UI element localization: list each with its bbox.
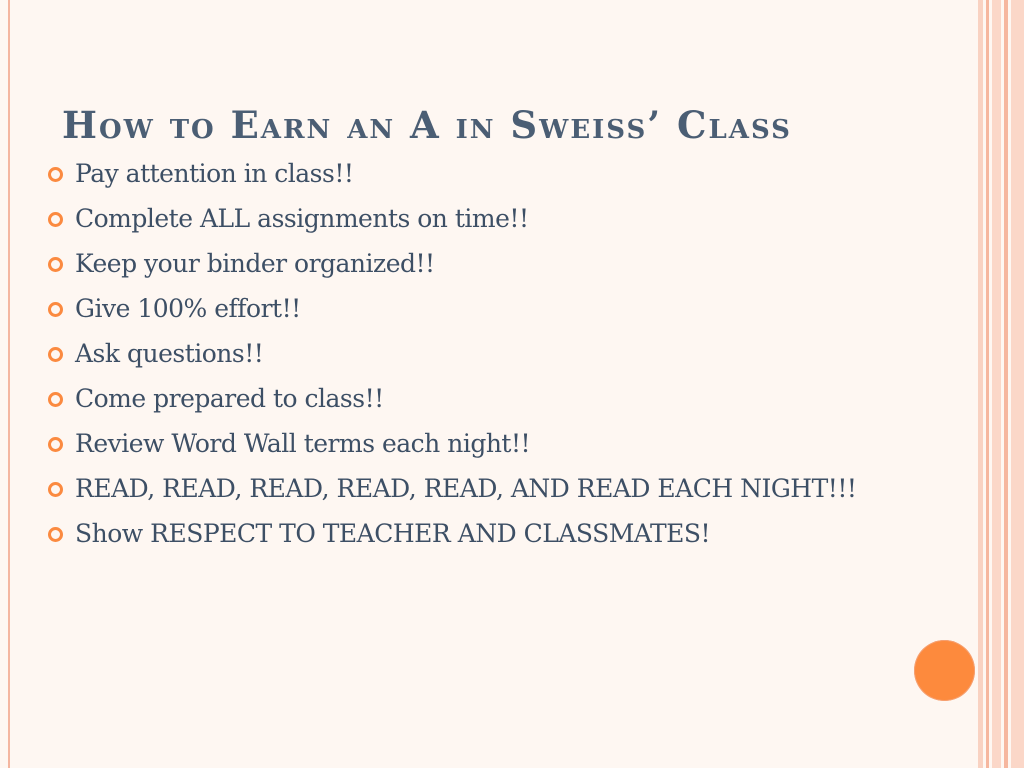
list-item (44, 377, 856, 422)
bullet-text: Keep your binder organized!! (75, 249, 435, 278)
list-item (44, 287, 856, 332)
bullet-list (44, 152, 856, 557)
bullet-text: READ, READ, READ, READ, READ, AND READ EACH NIGHT!!! (75, 474, 857, 503)
bullet-text: Complete ALL assignments on time!! (75, 204, 529, 233)
circle-bullet-icon (48, 167, 63, 182)
bullet-text: Show RESPECT TO TEACHER AND CLASSMATES! (75, 519, 711, 548)
list-item (44, 197, 856, 242)
circle-bullet-icon (48, 392, 63, 407)
orange-circle-decoration (914, 640, 975, 701)
right-stripe (992, 0, 1001, 768)
bullet-text: Pay attention in class!! (75, 159, 354, 188)
list-item (44, 422, 856, 467)
right-stripe (1004, 0, 1008, 768)
right-stripe (978, 0, 983, 768)
list-item (44, 332, 856, 377)
list-item (44, 242, 856, 287)
circle-bullet-icon (48, 347, 63, 362)
bullet-text: Review Word Wall terms each night!! (75, 429, 531, 458)
list-item (44, 152, 856, 197)
bullet-text: Ask questions!! (75, 339, 264, 368)
right-stripe (1011, 0, 1024, 768)
bullet-text: Give 100% effort!! (75, 294, 301, 323)
left-border-line (8, 0, 10, 768)
bullet-text: Come prepared to class!! (75, 384, 384, 413)
circle-bullet-icon (48, 482, 63, 497)
list-item (44, 467, 856, 512)
circle-bullet-icon (48, 257, 63, 272)
list-item (44, 512, 856, 557)
circle-bullet-icon (48, 212, 63, 227)
circle-bullet-icon (48, 527, 63, 542)
slide-title: How to Earn an A in Sweiss’ Class (62, 103, 792, 147)
circle-bullet-icon (48, 437, 63, 452)
right-stripe (986, 0, 989, 768)
circle-bullet-icon (48, 302, 63, 317)
